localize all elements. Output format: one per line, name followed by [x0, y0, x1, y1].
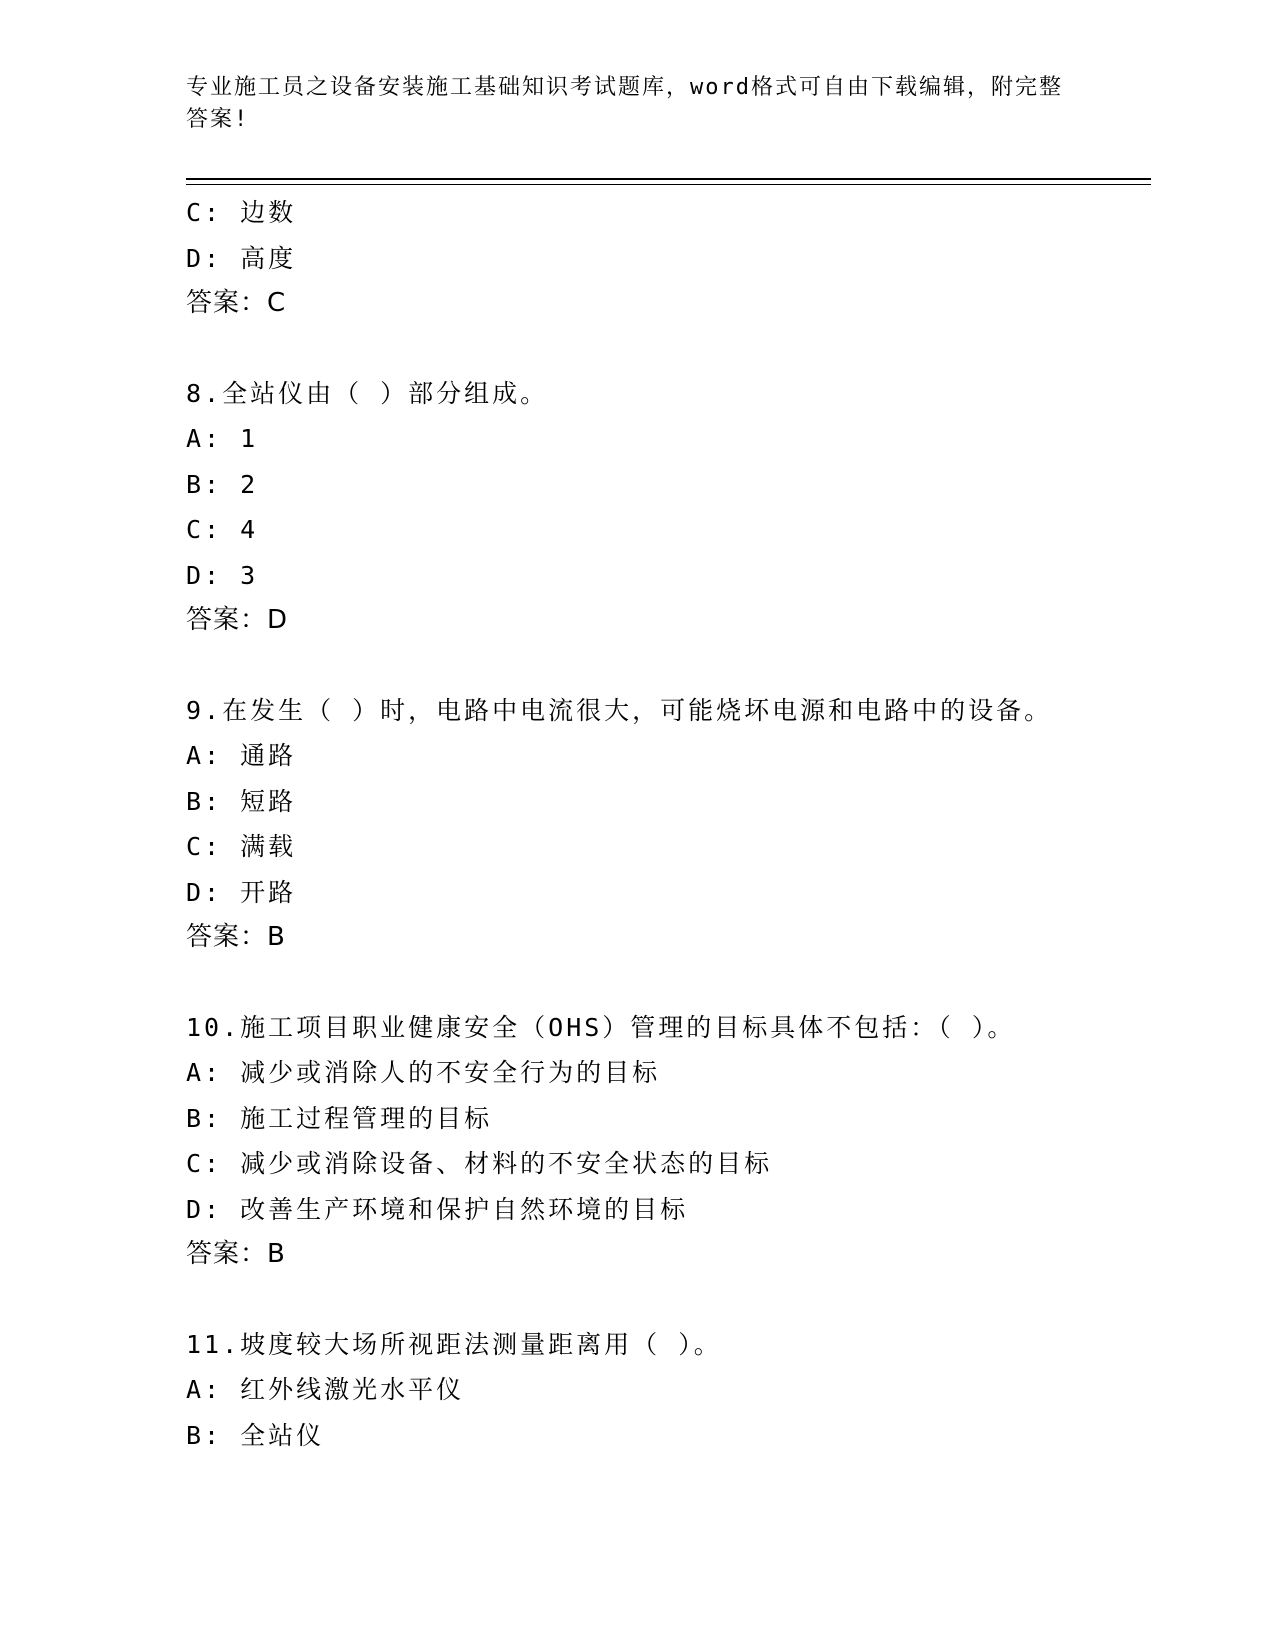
question-10: [186, 1005, 1151, 1278]
option-text: 开路: [240, 877, 297, 907]
answer-line: 答案：C: [186, 288, 287, 318]
spacer: [186, 644, 1151, 688]
option-text: 施工过程管理的目标: [240, 1103, 493, 1133]
option-text: 通路: [240, 741, 297, 770]
option-letter: B:: [186, 1103, 223, 1133]
option-letter: A:: [186, 741, 223, 770]
option-b: [186, 1413, 1151, 1459]
option-letter: A:: [186, 424, 223, 453]
question-stem: 11.坡度较大场所视距法测量距离用（ ）。: [186, 1329, 722, 1359]
answer-line: 答案：D: [186, 605, 289, 635]
question-stem: 10.施工项目职业健康安全（OHS）管理的目标具体不包括：（ ）。: [186, 1012, 1016, 1042]
option-letter: C:: [186, 832, 223, 861]
option-letter: B:: [186, 786, 223, 816]
question-stem: 9.在发生（ ）时，电路中电流很大，可能烧坏电源和电路中的设备。: [186, 695, 1053, 725]
answer-line: 答案：B: [186, 922, 286, 952]
option-letter: C:: [186, 198, 223, 227]
option-d: [186, 236, 1151, 282]
option-text: 2: [240, 469, 259, 499]
option-text: 减少或消除设备、材料的不安全状态的目标: [240, 1149, 773, 1178]
option-d: [186, 1187, 1151, 1233]
option-letter: A:: [186, 1375, 223, 1404]
answer-line: 答案：B: [186, 1239, 286, 1269]
option-a: [186, 1050, 1151, 1096]
option-b: [186, 462, 1151, 508]
option-letter: B:: [186, 1420, 223, 1450]
option-text: 3: [240, 560, 259, 590]
option-text: 边数: [240, 198, 297, 227]
option-text: 改善生产环境和保护自然环境的目标: [240, 1194, 689, 1224]
option-a: [186, 416, 1151, 462]
option-b: [186, 779, 1151, 825]
question-stem: 8.全站仪由（ ）部分组成。: [186, 378, 549, 408]
option-letter: D:: [186, 1194, 223, 1224]
question-list: [186, 190, 1151, 1458]
spacer: [186, 1278, 1151, 1322]
option-text: 减少或消除人的不安全行为的目标: [240, 1058, 661, 1087]
question-9: [186, 688, 1151, 961]
option-text: 满载: [240, 832, 297, 861]
option-c: [186, 507, 1151, 553]
option-letter: B:: [186, 469, 223, 499]
option-letter: D:: [186, 877, 223, 907]
spacer: [186, 961, 1151, 1005]
option-d: [186, 553, 1151, 599]
option-letter: A:: [186, 1058, 223, 1087]
option-c: [186, 1141, 1151, 1187]
option-a: [186, 733, 1151, 779]
option-letter: D:: [186, 243, 223, 273]
option-text: 4: [240, 515, 259, 544]
option-b: [186, 1096, 1151, 1142]
question-7-partial: [186, 190, 1151, 327]
option-text: 全站仪: [240, 1420, 325, 1450]
option-text: 短路: [240, 786, 297, 816]
page-header: 专业施工员之设备安装施工基础知识考试题库，word格式可自由下载编辑，附完整答案!: [186, 75, 1063, 132]
option-d: [186, 870, 1151, 916]
question-8: [186, 371, 1151, 644]
spacer: [186, 327, 1151, 371]
option-c: [186, 190, 1151, 236]
header-divider: [186, 178, 1151, 185]
option-text: 1: [240, 424, 259, 453]
option-c: [186, 824, 1151, 870]
option-a: [186, 1367, 1151, 1413]
option-text: 红外线激光水平仪: [240, 1375, 465, 1404]
option-letter: C:: [186, 1149, 223, 1178]
question-11: [186, 1322, 1151, 1459]
option-letter: C:: [186, 515, 223, 544]
option-text: 高度: [240, 243, 297, 273]
option-letter: D:: [186, 560, 223, 590]
